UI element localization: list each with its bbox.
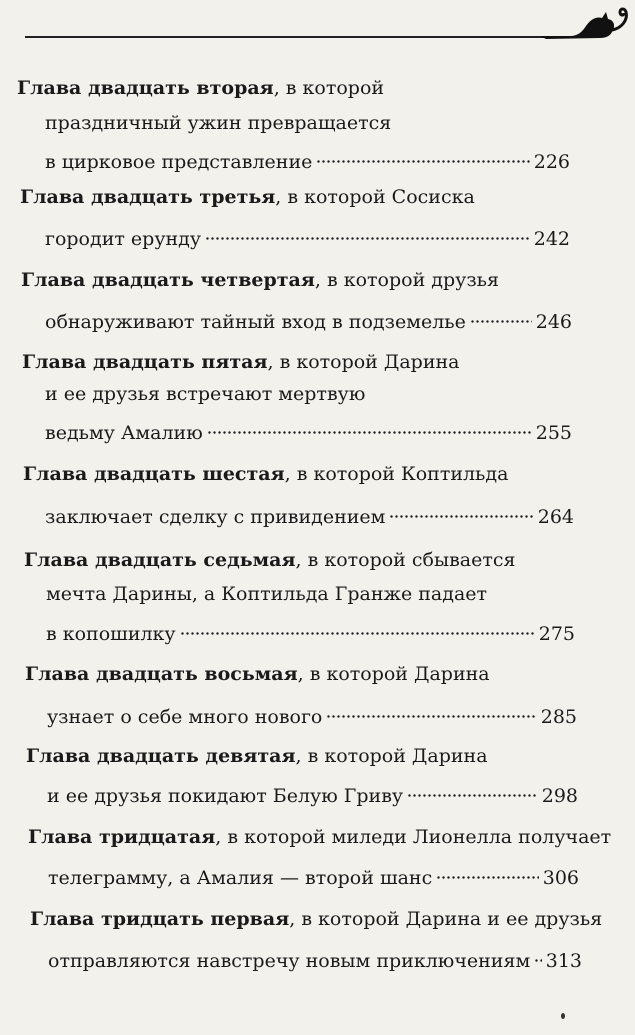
page-number: 285 xyxy=(540,706,577,728)
toc-entry-line xyxy=(48,939,582,972)
chapter-title: Глава двадцать четвертая xyxy=(21,269,315,291)
dot-leader xyxy=(470,300,532,328)
chapter-title: Глава двадцать вторая xyxy=(17,77,274,99)
chapter-intro: , в которой сбывается xyxy=(295,549,516,571)
page-number: 264 xyxy=(537,506,574,528)
toc-entry-line xyxy=(45,140,570,173)
chapter-intro: , в которой Дарина xyxy=(295,745,488,767)
chapter-title: Глава двадцать девятая xyxy=(26,745,296,767)
chapter-description: в цирковое представление xyxy=(45,151,313,173)
toc-entry-line xyxy=(46,580,487,608)
toc-entry-line xyxy=(45,495,574,528)
page-number: 306 xyxy=(542,867,579,889)
chapter-title: Глава тридцать первая xyxy=(30,908,290,930)
dot-leader xyxy=(316,140,529,168)
toc-entry-heading xyxy=(30,905,602,933)
page-number: 226 xyxy=(533,151,570,173)
chapter-title: Глава двадцать пятая xyxy=(22,351,268,373)
print-speck xyxy=(561,1013,565,1019)
chapter-intro: , в которой Дарина xyxy=(267,351,460,373)
toc-entry-line xyxy=(45,380,365,408)
toc-entry-line xyxy=(48,856,579,889)
chapter-description: ведьму Амалию xyxy=(45,422,203,444)
chapter-intro: , в которой Сосиска xyxy=(275,186,475,208)
toc-entry-heading xyxy=(17,74,384,102)
toc-entry-line xyxy=(46,612,575,645)
toc-entry-heading xyxy=(22,348,459,376)
chapter-description: праздничный ужин превращается xyxy=(45,112,392,134)
page-number: 298 xyxy=(541,785,578,807)
chapter-intro: , в которой друзья xyxy=(314,269,500,291)
page-number: 275 xyxy=(538,623,575,645)
toc-entry-line xyxy=(45,109,391,137)
toc-entry-heading xyxy=(21,266,499,294)
dot-leader xyxy=(389,495,533,523)
chapter-intro: , в которой миледи Лионелла получает xyxy=(215,826,612,848)
dot-leader xyxy=(534,939,542,967)
chapter-title: Глава двадцать шестая xyxy=(23,463,285,485)
chapter-description: мечта Дарины, а Коптильда Гранже падает xyxy=(46,583,488,605)
chapter-title: Глава тридцатая xyxy=(28,826,216,848)
chapter-intro: , в которой xyxy=(273,77,385,99)
chapter-description: телеграмму, а Амалия — второй шанс xyxy=(48,867,433,889)
toc-entry-line xyxy=(45,411,572,444)
dot-leader xyxy=(180,612,535,640)
toc-entry-line xyxy=(47,774,578,807)
page-number: 246 xyxy=(535,311,572,333)
chapter-description: отправляются навстречу новым приключениям xyxy=(48,950,531,972)
toc-entry-line xyxy=(47,695,577,728)
toc-entry-heading xyxy=(20,183,475,211)
dot-leader xyxy=(207,411,532,439)
dot-leader xyxy=(407,774,538,802)
chapter-description: в копошилку xyxy=(46,623,176,645)
toc-entry-heading xyxy=(28,823,611,851)
page-number: 313 xyxy=(545,950,582,972)
dot-leader xyxy=(436,856,538,884)
chapter-intro: , в которой Дарина xyxy=(297,663,490,685)
toc-entry-line xyxy=(45,217,570,250)
chapter-title: Глава двадцать восьмая xyxy=(25,663,298,685)
page-number: 242 xyxy=(533,228,570,250)
toc-entry-line xyxy=(45,300,572,333)
toc-entry-heading xyxy=(26,742,488,770)
chapter-intro: , в которой Коптильда xyxy=(284,463,509,485)
dot-leader xyxy=(205,217,530,245)
chapter-title: Глава двадцать третья xyxy=(20,186,276,208)
toc-entry-heading xyxy=(24,546,516,574)
page-number: 255 xyxy=(535,422,572,444)
toc-entry-heading xyxy=(23,460,508,488)
chapter-description: узнает о себе много нового xyxy=(47,706,323,728)
chapter-description: и ее друзья покидают Белую Гриву xyxy=(47,785,404,807)
chapter-description: и ее друзья встречают мертвую xyxy=(45,383,366,405)
chapter-title: Глава двадцать седьмая xyxy=(24,549,296,571)
toc-entry-heading xyxy=(25,660,490,688)
chapter-description: городит ерунду xyxy=(45,228,202,250)
chapter-description: обнаруживают тайный вход в подземелье xyxy=(45,311,466,333)
chapter-intro: , в которой Дарина и ее друзья xyxy=(289,908,603,930)
chapter-description: заключает сделку с привидением xyxy=(45,506,386,528)
dot-leader xyxy=(326,695,536,723)
